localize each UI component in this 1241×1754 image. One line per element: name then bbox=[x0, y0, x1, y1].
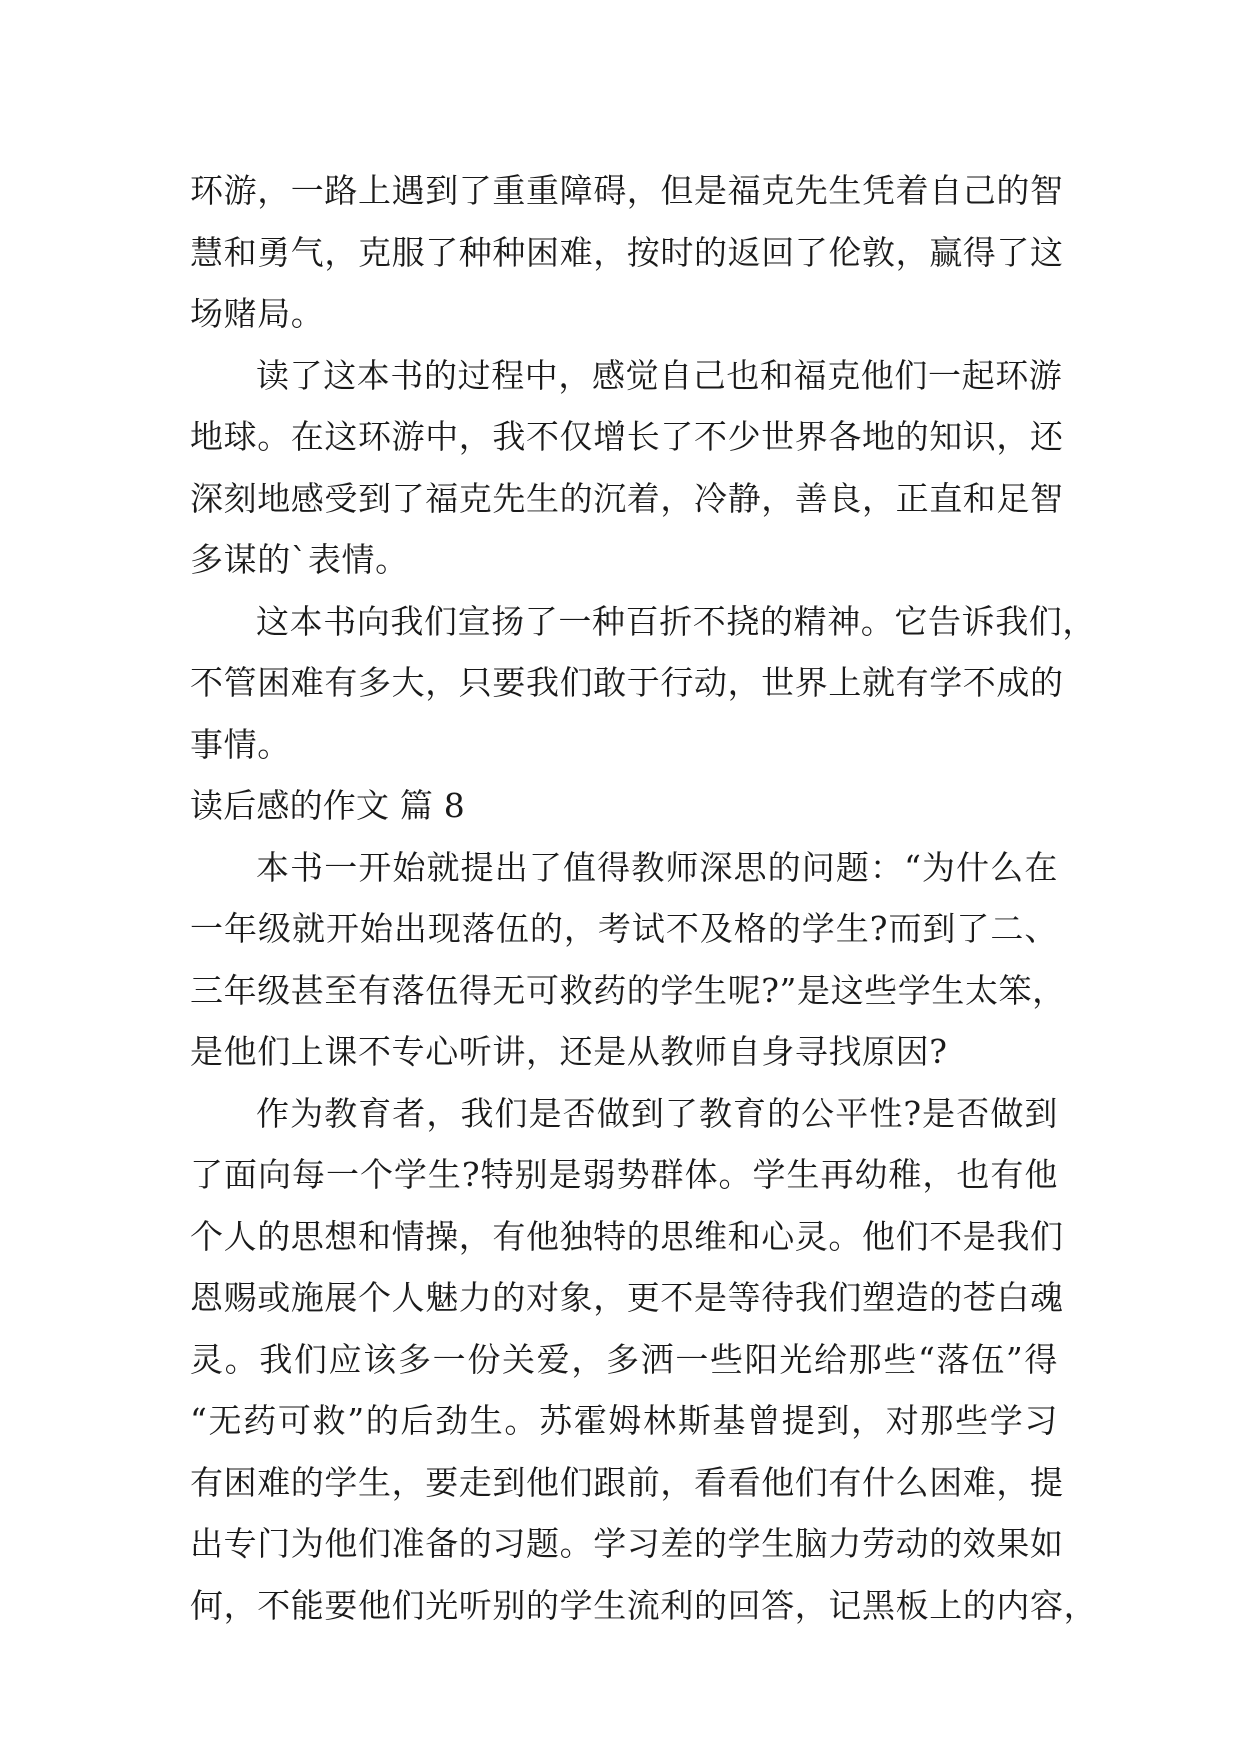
text-line: 一年级就开始出现落伍的，考试不及格的学生?而到了二、 bbox=[190, 909, 1058, 948]
text-line: 何，不能要他们光听别的学生流利的回答，记黑板上的内容， bbox=[190, 1585, 1098, 1625]
text-line: 这本书向我们宣扬了一种百折不挠的精神。它告诉我们， bbox=[256, 601, 1096, 641]
text-line: 不管困难有多大，只要我们敢于行动，世界上就有学不成的 bbox=[190, 663, 1064, 702]
text-line: 慧和勇气，克服了种种困难，按时的返回了伦敦，赢得了这 bbox=[190, 232, 1064, 272]
text-line: 多谋的`表情。 bbox=[190, 540, 409, 579]
text-line: 深刻地感受到了福克先生的沉着，冷静，善良，正直和足智 bbox=[190, 478, 1064, 518]
text-line: “无药可救”的后劲生。苏霍姆林斯基曾提到，对那些学习 bbox=[190, 1401, 1058, 1440]
section-heading: 读后感的作文 篇 8 bbox=[190, 786, 465, 825]
text-line: 地球。在这环游中，我不仅增长了不少世界各地的知识，还 bbox=[190, 417, 1064, 456]
text-line: 是他们上课不专心听讲，还是从教师自身寻找原因? bbox=[190, 1032, 948, 1071]
text-line: 作为教育者，我们是否做到了教育的公平性?是否做到 bbox=[256, 1093, 1058, 1133]
text-line: 个人的思想和情操，有他独特的思维和心灵。他们不是我们 bbox=[190, 1216, 1064, 1256]
text-line: 读了这本书的过程中，感觉自己也和福克他们一起环游 bbox=[256, 355, 1063, 395]
text-line: 环游，一路上遇到了重重障碍，但是福克先生凭着自己的智 bbox=[190, 171, 1064, 210]
text-line: 场赌局。 bbox=[190, 294, 325, 333]
text-line: 本书一开始就提出了值得教师深思的问题：“为什么在 bbox=[256, 847, 1058, 887]
text-line: 灵。我们应该多一份关爱，多洒一些阳光给那些“落伍”得 bbox=[190, 1339, 1058, 1379]
document-body bbox=[190, 160, 1098, 1636]
text-line: 了面向每一个学生?特别是弱势群体。学生再幼稚，也有他 bbox=[190, 1155, 1058, 1194]
text-line: 事情。 bbox=[190, 724, 291, 764]
text-line: 出专门为他们准备的习题。学习差的学生脑力劳动的效果如 bbox=[190, 1524, 1064, 1563]
text-line: 恩赐或施展个人魅力的对象，更不是等待我们塑造的苍白魂 bbox=[190, 1278, 1064, 1317]
text-line: 有困难的学生，要走到他们跟前，看看他们有什么困难，提 bbox=[190, 1462, 1064, 1502]
text-line: 三年级甚至有落伍得无可救药的学生呢?”是这些学生太笨， bbox=[190, 970, 1066, 1010]
